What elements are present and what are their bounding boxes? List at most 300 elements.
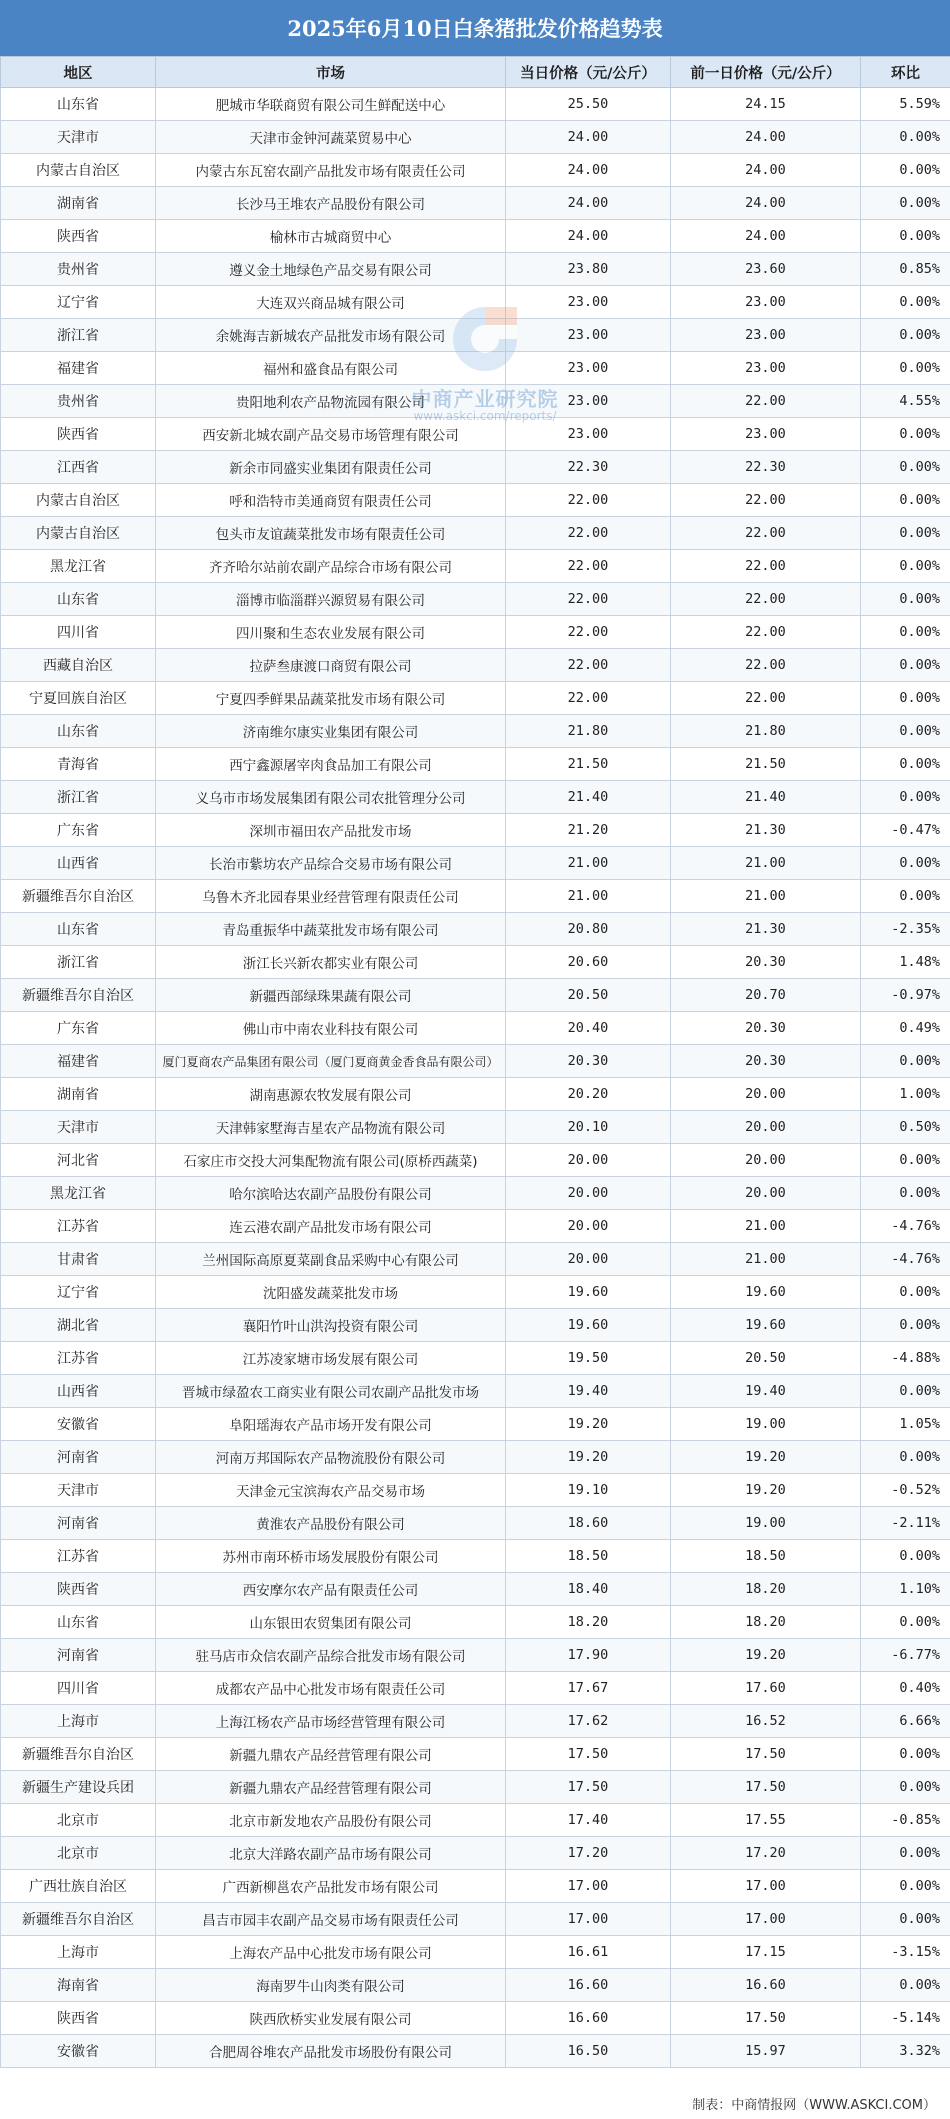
cell-today-price: 22.00 bbox=[506, 616, 671, 649]
cell-change: -0.97% bbox=[861, 979, 950, 1012]
cell-today-price: 23.00 bbox=[506, 418, 671, 451]
cell-today-price: 19.50 bbox=[506, 1342, 671, 1375]
cell-today-price: 20.60 bbox=[506, 946, 671, 979]
cell-market: 天津市金钟河蔬菜贸易中心 bbox=[156, 121, 506, 154]
cell-prev-price: 18.50 bbox=[671, 1540, 861, 1573]
cell-today-price: 18.60 bbox=[506, 1507, 671, 1540]
column-header-market: 市场 bbox=[156, 57, 506, 88]
table-body bbox=[1, 88, 950, 2068]
cell-region: 新疆生产建设兵团 bbox=[1, 1771, 156, 1804]
table-header bbox=[1, 57, 950, 88]
table-row bbox=[1, 1375, 950, 1408]
table-row bbox=[1, 946, 950, 979]
cell-market: 肥城市华联商贸有限公司生鲜配送中心 bbox=[156, 88, 506, 121]
cell-prev-price: 24.00 bbox=[671, 187, 861, 220]
cell-prev-price: 22.00 bbox=[671, 484, 861, 517]
table-row bbox=[1, 517, 950, 550]
cell-prev-price: 20.00 bbox=[671, 1111, 861, 1144]
table-row bbox=[1, 2035, 950, 2068]
cell-prev-price: 24.15 bbox=[671, 88, 861, 121]
cell-market: 齐齐哈尔站前农副产品综合市场有限公司 bbox=[156, 550, 506, 583]
table-row bbox=[1, 1012, 950, 1045]
cell-change: -3.15% bbox=[861, 1936, 950, 1969]
cell-change: 0.00% bbox=[861, 484, 950, 517]
cell-region: 河南省 bbox=[1, 1441, 156, 1474]
table-row bbox=[1, 1771, 950, 1804]
cell-region: 西藏自治区 bbox=[1, 649, 156, 682]
cell-prev-price: 22.00 bbox=[671, 385, 861, 418]
cell-prev-price: 17.50 bbox=[671, 2002, 861, 2035]
table-row bbox=[1, 583, 950, 616]
cell-market: 新疆西部绿珠果蔬有限公司 bbox=[156, 979, 506, 1012]
cell-prev-price: 21.00 bbox=[671, 880, 861, 913]
cell-change: 4.55% bbox=[861, 385, 950, 418]
cell-region: 安徽省 bbox=[1, 1408, 156, 1441]
cell-change: 0.00% bbox=[861, 187, 950, 220]
cell-region: 新疆维吾尔自治区 bbox=[1, 1738, 156, 1771]
cell-prev-price: 17.00 bbox=[671, 1870, 861, 1903]
cell-region: 宁夏回族自治区 bbox=[1, 682, 156, 715]
cell-change: 1.48% bbox=[861, 946, 950, 979]
cell-today-price: 19.20 bbox=[506, 1441, 671, 1474]
cell-region: 山东省 bbox=[1, 715, 156, 748]
cell-prev-price: 20.00 bbox=[671, 1078, 861, 1111]
table-row bbox=[1, 385, 950, 418]
table-row bbox=[1, 1639, 950, 1672]
table-row bbox=[1, 319, 950, 352]
table-row bbox=[1, 1144, 950, 1177]
cell-market: 成都农产品中心批发市场有限责任公司 bbox=[156, 1672, 506, 1705]
cell-change: 0.00% bbox=[861, 583, 950, 616]
table-row bbox=[1, 913, 950, 946]
cell-change: 0.00% bbox=[861, 1540, 950, 1573]
cell-today-price: 16.61 bbox=[506, 1936, 671, 1969]
table-row bbox=[1, 1903, 950, 1936]
cell-market: 河南万邦国际农产品物流股份有限公司 bbox=[156, 1441, 506, 1474]
cell-market: 乌鲁木齐北园春果业经营管理有限责任公司 bbox=[156, 880, 506, 913]
cell-prev-price: 19.20 bbox=[671, 1474, 861, 1507]
cell-market: 江苏凌家塘市场发展有限公司 bbox=[156, 1342, 506, 1375]
cell-change: 1.10% bbox=[861, 1573, 950, 1606]
cell-change: 0.00% bbox=[861, 1441, 950, 1474]
cell-change: 0.00% bbox=[861, 880, 950, 913]
cell-change: -4.76% bbox=[861, 1210, 950, 1243]
cell-today-price: 23.00 bbox=[506, 319, 671, 352]
cell-change: 1.00% bbox=[861, 1078, 950, 1111]
cell-market: 榆林市古城商贸中心 bbox=[156, 220, 506, 253]
cell-change: 0.00% bbox=[861, 1771, 950, 1804]
cell-prev-price: 17.55 bbox=[671, 1804, 861, 1837]
column-header-today-price: 当日价格（元/公斤） bbox=[506, 57, 671, 88]
cell-today-price: 21.00 bbox=[506, 847, 671, 880]
cell-market: 陕西欣桥实业发展有限公司 bbox=[156, 2002, 506, 2035]
cell-market: 黄淮农产品股份有限公司 bbox=[156, 1507, 506, 1540]
cell-change: 1.05% bbox=[861, 1408, 950, 1441]
cell-market: 海南罗牛山肉类有限公司 bbox=[156, 1969, 506, 2002]
cell-change: 0.00% bbox=[861, 847, 950, 880]
cell-change: -6.77% bbox=[861, 1639, 950, 1672]
cell-region: 上海市 bbox=[1, 1705, 156, 1738]
cell-market: 西宁鑫源屠宰肉食品加工有限公司 bbox=[156, 748, 506, 781]
cell-market: 襄阳竹叶山洪沟投资有限公司 bbox=[156, 1309, 506, 1342]
cell-prev-price: 22.00 bbox=[671, 550, 861, 583]
price-table bbox=[0, 56, 950, 2068]
cell-prev-price: 23.00 bbox=[671, 418, 861, 451]
cell-market: 长治市紫坊农产品综合交易市场有限公司 bbox=[156, 847, 506, 880]
cell-region: 湖北省 bbox=[1, 1309, 156, 1342]
table-row bbox=[1, 1870, 950, 1903]
cell-today-price: 16.60 bbox=[506, 2002, 671, 2035]
table-row bbox=[1, 1804, 950, 1837]
cell-region: 天津市 bbox=[1, 1111, 156, 1144]
cell-change: 0.00% bbox=[861, 286, 950, 319]
cell-change: 0.00% bbox=[861, 352, 950, 385]
cell-prev-price: 19.00 bbox=[671, 1507, 861, 1540]
cell-prev-price: 20.30 bbox=[671, 946, 861, 979]
cell-market: 连云港农副产品批发市场有限公司 bbox=[156, 1210, 506, 1243]
cell-today-price: 22.00 bbox=[506, 484, 671, 517]
cell-market: 义乌市市场发展集团有限公司农批管理分公司 bbox=[156, 781, 506, 814]
cell-today-price: 20.30 bbox=[506, 1045, 671, 1078]
cell-today-price: 19.60 bbox=[506, 1309, 671, 1342]
cell-market: 天津金元宝滨海农产品交易市场 bbox=[156, 1474, 506, 1507]
cell-today-price: 24.00 bbox=[506, 187, 671, 220]
cell-today-price: 17.50 bbox=[506, 1738, 671, 1771]
cell-prev-price: 21.00 bbox=[671, 1210, 861, 1243]
cell-market: 上海农产品中心批发市场有限公司 bbox=[156, 1936, 506, 1969]
cell-market: 沈阳盛发蔬菜批发市场 bbox=[156, 1276, 506, 1309]
cell-region: 广东省 bbox=[1, 1012, 156, 1045]
table-row bbox=[1, 1210, 950, 1243]
cell-region: 陕西省 bbox=[1, 2002, 156, 2035]
cell-prev-price: 24.00 bbox=[671, 121, 861, 154]
cell-prev-price: 22.00 bbox=[671, 616, 861, 649]
cell-change: 5.59% bbox=[861, 88, 950, 121]
cell-region: 新疆维吾尔自治区 bbox=[1, 979, 156, 1012]
cell-today-price: 19.10 bbox=[506, 1474, 671, 1507]
cell-change: 0.00% bbox=[861, 418, 950, 451]
cell-market: 驻马店市众信农副产品综合批发市场有限公司 bbox=[156, 1639, 506, 1672]
cell-prev-price: 20.00 bbox=[671, 1177, 861, 1210]
cell-region: 青海省 bbox=[1, 748, 156, 781]
cell-region: 浙江省 bbox=[1, 946, 156, 979]
cell-region: 内蒙古自治区 bbox=[1, 517, 156, 550]
cell-region: 天津市 bbox=[1, 1474, 156, 1507]
table-row bbox=[1, 847, 950, 880]
cell-prev-price: 21.40 bbox=[671, 781, 861, 814]
cell-prev-price: 19.60 bbox=[671, 1276, 861, 1309]
cell-today-price: 20.50 bbox=[506, 979, 671, 1012]
table-row bbox=[1, 1573, 950, 1606]
cell-change: 0.00% bbox=[861, 1969, 950, 2002]
cell-today-price: 19.60 bbox=[506, 1276, 671, 1309]
cell-change: 0.50% bbox=[861, 1111, 950, 1144]
cell-today-price: 24.00 bbox=[506, 121, 671, 154]
cell-market: 新疆九鼎农产品经营管理有限公司 bbox=[156, 1738, 506, 1771]
table-row bbox=[1, 88, 950, 121]
cell-market: 上海江杨农产品市场经营管理有限公司 bbox=[156, 1705, 506, 1738]
cell-today-price: 22.00 bbox=[506, 583, 671, 616]
cell-region: 四川省 bbox=[1, 1672, 156, 1705]
table-row bbox=[1, 1276, 950, 1309]
cell-prev-price: 24.00 bbox=[671, 154, 861, 187]
table-row bbox=[1, 1738, 950, 1771]
cell-change: -2.35% bbox=[861, 913, 950, 946]
cell-prev-price: 15.97 bbox=[671, 2035, 861, 2068]
table-row bbox=[1, 1408, 950, 1441]
cell-prev-price: 17.15 bbox=[671, 1936, 861, 1969]
watermark-text: 中商产业研究院 bbox=[411, 387, 559, 411]
cell-prev-price: 24.00 bbox=[671, 220, 861, 253]
table-row bbox=[1, 1507, 950, 1540]
cell-change: 0.00% bbox=[861, 682, 950, 715]
cell-market: 兰州国际高原夏菜副食品采购中心有限公司 bbox=[156, 1243, 506, 1276]
cell-today-price: 20.00 bbox=[506, 1210, 671, 1243]
cell-region: 广东省 bbox=[1, 814, 156, 847]
cell-market: 湖南惠源农牧发展有限公司 bbox=[156, 1078, 506, 1111]
cell-prev-price: 21.00 bbox=[671, 1243, 861, 1276]
cell-today-price: 21.80 bbox=[506, 715, 671, 748]
cell-prev-price: 20.50 bbox=[671, 1342, 861, 1375]
cell-prev-price: 19.20 bbox=[671, 1441, 861, 1474]
cell-change: -5.14% bbox=[861, 2002, 950, 2035]
cell-today-price: 20.00 bbox=[506, 1243, 671, 1276]
cell-region: 河南省 bbox=[1, 1507, 156, 1540]
cell-region: 福建省 bbox=[1, 1045, 156, 1078]
cell-region: 福建省 bbox=[1, 352, 156, 385]
cell-market: 昌吉市园丰农副产品交易市场有限责任公司 bbox=[156, 1903, 506, 1936]
cell-market: 厦门夏商农产品集团有限公司（厦门夏商黄金香食品有限公司） bbox=[156, 1045, 506, 1078]
column-header-change: 环比 bbox=[861, 57, 950, 88]
cell-prev-price: 23.00 bbox=[671, 352, 861, 385]
cell-prev-price: 18.20 bbox=[671, 1573, 861, 1606]
table-row bbox=[1, 748, 950, 781]
table-row bbox=[1, 616, 950, 649]
cell-region: 陕西省 bbox=[1, 220, 156, 253]
cell-market: 青岛重振华中蔬菜批发市场有限公司 bbox=[156, 913, 506, 946]
cell-prev-price: 21.80 bbox=[671, 715, 861, 748]
cell-market: 阜阳瑶海农产品市场开发有限公司 bbox=[156, 1408, 506, 1441]
table-row bbox=[1, 1309, 950, 1342]
table-row bbox=[1, 1243, 950, 1276]
cell-market: 遵义金土地绿色产品交易有限公司 bbox=[156, 253, 506, 286]
cell-prev-price: 17.00 bbox=[671, 1903, 861, 1936]
cell-today-price: 17.00 bbox=[506, 1870, 671, 1903]
cell-market: 贵阳地利农产品物流园有限公司 bbox=[156, 385, 506, 418]
table-row bbox=[1, 1441, 950, 1474]
cell-prev-price: 21.30 bbox=[671, 913, 861, 946]
table-row bbox=[1, 880, 950, 913]
cell-region: 贵州省 bbox=[1, 253, 156, 286]
cell-market: 呼和浩特市美通商贸有限责任公司 bbox=[156, 484, 506, 517]
cell-prev-price: 23.00 bbox=[671, 286, 861, 319]
cell-region: 新疆维吾尔自治区 bbox=[1, 1903, 156, 1936]
cell-region: 江西省 bbox=[1, 451, 156, 484]
cell-change: 0.00% bbox=[861, 451, 950, 484]
cell-today-price: 22.00 bbox=[506, 682, 671, 715]
cell-today-price: 17.40 bbox=[506, 1804, 671, 1837]
cell-today-price: 24.00 bbox=[506, 154, 671, 187]
cell-change: -4.76% bbox=[861, 1243, 950, 1276]
table-row bbox=[1, 253, 950, 286]
cell-prev-price: 20.30 bbox=[671, 1012, 861, 1045]
cell-region: 辽宁省 bbox=[1, 1276, 156, 1309]
cell-prev-price: 16.52 bbox=[671, 1705, 861, 1738]
table-row bbox=[1, 121, 950, 154]
cell-region: 山东省 bbox=[1, 1606, 156, 1639]
cell-today-price: 21.20 bbox=[506, 814, 671, 847]
cell-region: 黑龙江省 bbox=[1, 1177, 156, 1210]
cell-prev-price: 22.30 bbox=[671, 451, 861, 484]
column-header-region: 地区 bbox=[1, 57, 156, 88]
table-row bbox=[1, 1606, 950, 1639]
table-row bbox=[1, 484, 950, 517]
cell-today-price: 21.00 bbox=[506, 880, 671, 913]
header-row bbox=[1, 57, 950, 88]
cell-change: 0.00% bbox=[861, 1375, 950, 1408]
cell-region: 山东省 bbox=[1, 913, 156, 946]
cell-region: 内蒙古自治区 bbox=[1, 154, 156, 187]
cell-today-price: 20.80 bbox=[506, 913, 671, 946]
cell-region: 山东省 bbox=[1, 583, 156, 616]
cell-region: 山东省 bbox=[1, 88, 156, 121]
cell-change: 0.00% bbox=[861, 748, 950, 781]
cell-prev-price: 19.00 bbox=[671, 1408, 861, 1441]
cell-market: 深圳市福田农产品批发市场 bbox=[156, 814, 506, 847]
cell-prev-price: 20.30 bbox=[671, 1045, 861, 1078]
cell-change: 0.00% bbox=[861, 781, 950, 814]
cell-change: -0.47% bbox=[861, 814, 950, 847]
cell-change: -2.11% bbox=[861, 1507, 950, 1540]
cell-market: 新余市同盛实业集团有限责任公司 bbox=[156, 451, 506, 484]
cell-region: 江苏省 bbox=[1, 1210, 156, 1243]
cell-change: 0.00% bbox=[861, 1870, 950, 1903]
table-row bbox=[1, 979, 950, 1012]
cell-change: 0.00% bbox=[861, 649, 950, 682]
table-row bbox=[1, 2002, 950, 2035]
column-header-prev-price: 前一日价格（元/公斤） bbox=[671, 57, 861, 88]
cell-prev-price: 16.60 bbox=[671, 1969, 861, 2002]
cell-prev-price: 23.00 bbox=[671, 319, 861, 352]
table-row bbox=[1, 1078, 950, 1111]
cell-prev-price: 22.00 bbox=[671, 583, 861, 616]
cell-market: 淄博市临淄群兴源贸易有限公司 bbox=[156, 583, 506, 616]
cell-today-price: 20.40 bbox=[506, 1012, 671, 1045]
cell-region: 北京市 bbox=[1, 1837, 156, 1870]
cell-today-price: 20.00 bbox=[506, 1144, 671, 1177]
cell-change: 0.00% bbox=[861, 550, 950, 583]
cell-today-price: 21.40 bbox=[506, 781, 671, 814]
table-row bbox=[1, 352, 950, 385]
cell-market: 宁夏四季鲜果品蔬菜批发市场有限公司 bbox=[156, 682, 506, 715]
cell-change: 0.00% bbox=[861, 1309, 950, 1342]
table-row bbox=[1, 550, 950, 583]
cell-change: 3.32% bbox=[861, 2035, 950, 2068]
cell-region: 辽宁省 bbox=[1, 286, 156, 319]
cell-change: 0.00% bbox=[861, 1903, 950, 1936]
cell-region: 贵州省 bbox=[1, 385, 156, 418]
cell-today-price: 16.50 bbox=[506, 2035, 671, 2068]
cell-today-price: 18.20 bbox=[506, 1606, 671, 1639]
table-row bbox=[1, 715, 950, 748]
cell-today-price: 22.00 bbox=[506, 649, 671, 682]
cell-today-price: 23.00 bbox=[506, 352, 671, 385]
cell-market: 北京市新发地农产品股份有限公司 bbox=[156, 1804, 506, 1837]
table-row bbox=[1, 781, 950, 814]
cell-region: 江苏省 bbox=[1, 1342, 156, 1375]
cell-today-price: 22.00 bbox=[506, 550, 671, 583]
cell-today-price: 20.20 bbox=[506, 1078, 671, 1111]
cell-market: 浙江长兴新农都实业有限公司 bbox=[156, 946, 506, 979]
cell-today-price: 20.00 bbox=[506, 1177, 671, 1210]
cell-today-price: 23.00 bbox=[506, 385, 671, 418]
cell-market: 西安摩尔农产品有限责任公司 bbox=[156, 1573, 506, 1606]
watermark-url: www.askci.com/reports/ bbox=[413, 409, 557, 423]
cell-region: 四川省 bbox=[1, 616, 156, 649]
cell-region: 上海市 bbox=[1, 1936, 156, 1969]
table-title: 2025年6月10日白条猪批发价格趋势表 bbox=[0, 0, 950, 56]
cell-today-price: 23.80 bbox=[506, 253, 671, 286]
cell-market: 济南维尔康实业集团有限公司 bbox=[156, 715, 506, 748]
cell-market: 佛山市中南农业科技有限公司 bbox=[156, 1012, 506, 1045]
table-row bbox=[1, 286, 950, 319]
cell-market: 新疆九鼎农产品经营管理有限公司 bbox=[156, 1771, 506, 1804]
cell-change: 0.49% bbox=[861, 1012, 950, 1045]
cell-today-price: 21.50 bbox=[506, 748, 671, 781]
cell-region: 新疆维吾尔自治区 bbox=[1, 880, 156, 913]
cell-change: -4.88% bbox=[861, 1342, 950, 1375]
cell-prev-price: 20.00 bbox=[671, 1144, 861, 1177]
cell-change: 0.00% bbox=[861, 121, 950, 154]
cell-prev-price: 20.70 bbox=[671, 979, 861, 1012]
cell-region: 北京市 bbox=[1, 1804, 156, 1837]
footer-source: 制表：中商情报网（WWW.ASKCI.COM） bbox=[692, 2098, 936, 2113]
table-row bbox=[1, 451, 950, 484]
cell-market: 大连双兴商品城有限公司 bbox=[156, 286, 506, 319]
cell-region: 陕西省 bbox=[1, 1573, 156, 1606]
cell-market: 石家庄市交投大河集配物流有限公司(原桥西蔬菜) bbox=[156, 1144, 506, 1177]
cell-region: 天津市 bbox=[1, 121, 156, 154]
cell-prev-price: 17.50 bbox=[671, 1771, 861, 1804]
cell-prev-price: 18.20 bbox=[671, 1606, 861, 1639]
cell-region: 黑龙江省 bbox=[1, 550, 156, 583]
cell-region: 江苏省 bbox=[1, 1540, 156, 1573]
cell-change: 0.00% bbox=[861, 1045, 950, 1078]
cell-region: 浙江省 bbox=[1, 781, 156, 814]
cell-prev-price: 21.00 bbox=[671, 847, 861, 880]
cell-today-price: 17.67 bbox=[506, 1672, 671, 1705]
cell-prev-price: 19.40 bbox=[671, 1375, 861, 1408]
cell-change: 6.66% bbox=[861, 1705, 950, 1738]
cell-region: 广西壮族自治区 bbox=[1, 1870, 156, 1903]
cell-prev-price: 22.00 bbox=[671, 649, 861, 682]
cell-market: 四川聚和生态农业发展有限公司 bbox=[156, 616, 506, 649]
table-row bbox=[1, 1705, 950, 1738]
cell-prev-price: 23.60 bbox=[671, 253, 861, 286]
cell-prev-price: 17.20 bbox=[671, 1837, 861, 1870]
cell-today-price: 18.50 bbox=[506, 1540, 671, 1573]
cell-market: 合肥周谷堆农产品批发市场股份有限公司 bbox=[156, 2035, 506, 2068]
cell-today-price: 22.00 bbox=[506, 517, 671, 550]
table-row bbox=[1, 1540, 950, 1573]
cell-change: 0.00% bbox=[861, 616, 950, 649]
cell-change: -0.52% bbox=[861, 1474, 950, 1507]
cell-prev-price: 21.50 bbox=[671, 748, 861, 781]
cell-change: 0.00% bbox=[861, 1276, 950, 1309]
table-row bbox=[1, 1177, 950, 1210]
cell-region: 河南省 bbox=[1, 1639, 156, 1672]
table-row bbox=[1, 1111, 950, 1144]
